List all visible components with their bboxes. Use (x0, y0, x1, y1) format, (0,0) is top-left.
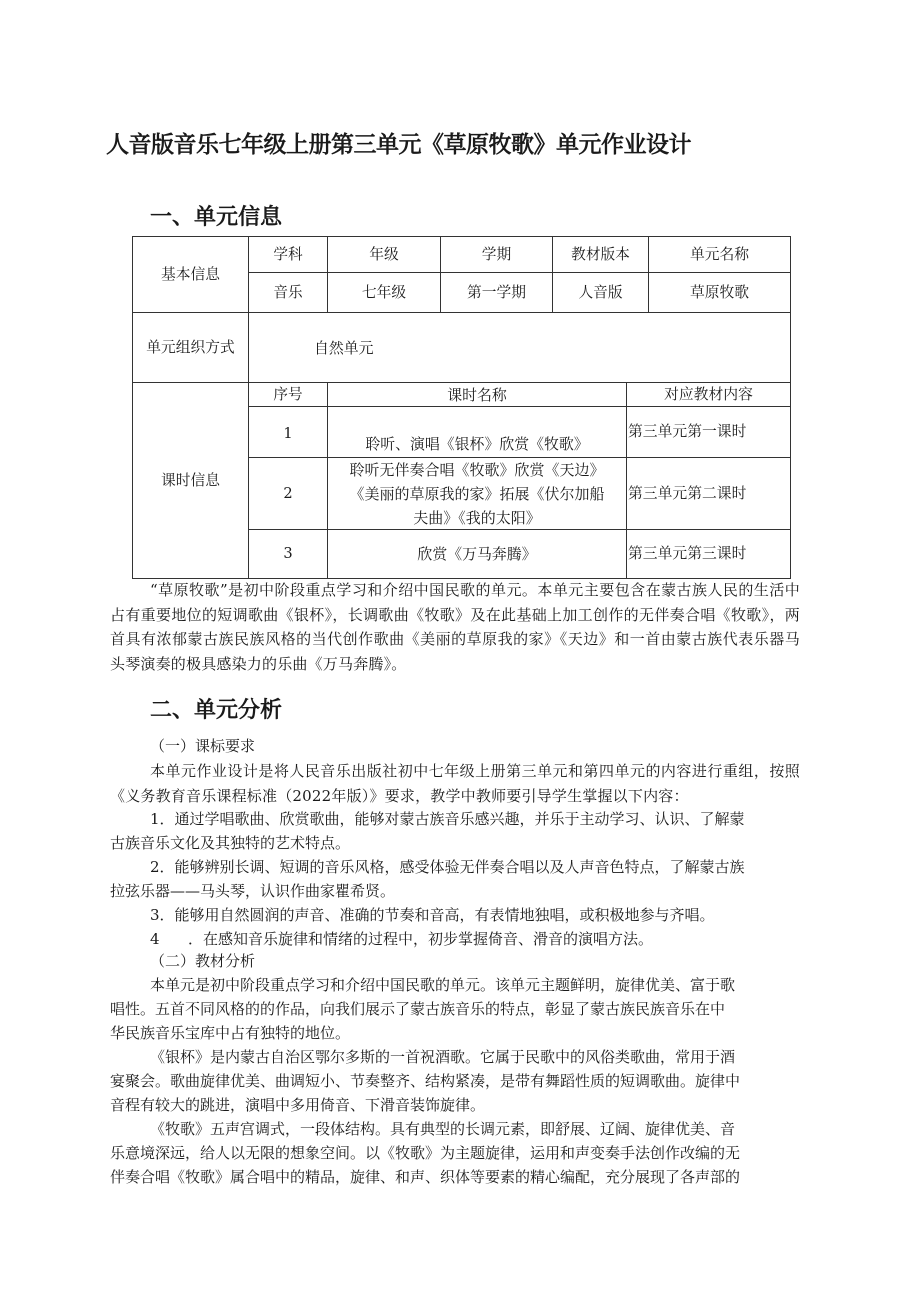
textbook-analysis-line-2: 唱性。五首不同风格的的作品，向我们展示了蒙古族音乐的特点，彰显了蒙古族民族音乐在中 (110, 1000, 726, 1018)
requirement-1-line-1: 1．通过学唱歌曲、欣赏歌曲，能够对蒙古族音乐感兴趣，并乐于主动学习、认识、了解蒙 (150, 810, 745, 828)
lesson-2-no: 2 (283, 484, 293, 502)
header-semester: 学期 (481, 245, 512, 263)
lesson-3-content: 第三单元第三课时 (628, 545, 747, 562)
header-unit-name: 单元名称 (689, 245, 750, 263)
subheading-textbook-analysis: （二）教材分析 (150, 952, 256, 970)
subheading-curriculum-requirements: （一）课标要求 (150, 737, 256, 755)
header-subject: 学科 (273, 245, 303, 263)
lesson-2-name (328, 458, 626, 529)
org-method-value: 自然单元 (314, 338, 374, 357)
yinbei-line-1: 《银杯》是内蒙古自治区鄂尔多斯的一首祝酒歌。它属于民歌中的风俗类歌曲，常用于酒 (150, 1048, 736, 1066)
lesson-3-no: 3 (283, 545, 293, 562)
yinbei-line-2: 宴聚会。歌曲旋律优美、曲调短小、节奏整齐、结构紧凑，是带有舞蹈性质的短调歌曲。旋律中 (110, 1072, 741, 1090)
lesson-1-content: 第三单元第一课时 (628, 423, 747, 440)
org-method-label: 单元组织方式 (146, 338, 235, 356)
value-textbook-version: 人音版 (578, 283, 623, 301)
muge-line-1: 《牧歌》五声宫调式，一段体结构。具有典型的长调元素，即舒展、辽阔、旋律优美、音 (150, 1120, 736, 1138)
lesson-3-name: 欣赏《万马奔腾》 (417, 545, 537, 563)
basic-info-label: 基本信息 (161, 265, 220, 283)
section-heading-unit-analysis: 二、单元分析 (150, 698, 283, 723)
header-grade: 年级 (369, 245, 399, 263)
yinbei-line-3: 音程有较大的跳进，演唱中多用倚音、下滑音装饰旋律。 (110, 1096, 486, 1114)
header-textbook-version: 教材版本 (571, 245, 630, 263)
lesson-2-content: 第三单元第二课时 (628, 484, 747, 502)
section-heading-unit-info: 一、单元信息 (150, 205, 283, 230)
muge-line-3: 伴奏合唱《牧歌》属合唱中的精品，旋律、和声、织体等要素的精心编配，充分展现了各声部的 (110, 1168, 741, 1186)
curriculum-paragraph: 本单元作业设计是将人民音乐出版社初中七年级上册第三单元和第四单元的内容进行重组，按照《义务教育音乐课程标准（2022年版）》要求，教学中教师要引导学生掌握以下内容： (110, 762, 800, 805)
textbook-analysis-line-1: 本单元是初中阶段重点学习和介绍中国民歌的单元。该单元主题鲜明，旋律优美、富于歌 (150, 976, 736, 994)
requirement-2-line-1: 2．能够辨别长调、短调的音乐风格，感受体验无伴奏合唱以及人声音色特点，了解蒙古族 (150, 858, 745, 876)
document-title: 人音版音乐七年级上册第三单元《草原牧歌》单元作业设计 (106, 132, 691, 158)
lesson-2-name-line-1: 聆听无伴奏合唱《牧歌》欣赏《天边》 (349, 460, 605, 479)
value-unit-name: 草原牧歌 (689, 283, 750, 301)
value-semester: 第一学期 (467, 283, 526, 301)
requirement-2-line-2: 拉弦乐器——马头琴，认识作曲家瞿希贤。 (110, 882, 396, 900)
lesson-1-no: 1 (283, 425, 293, 442)
lesson-info-label: 课时信息 (161, 471, 220, 489)
requirement-3: 3．能够用自然圆润的声音、准确的节奏和音高，有表情地独唱，或积极地参与齐唱。 (150, 906, 715, 924)
lesson-2-name-line-2: 《美丽的草原我的家》拓展《伏尔加船 (349, 484, 605, 503)
value-subject: 音乐 (273, 283, 303, 301)
lesson-header-name: 课时名称 (447, 385, 507, 404)
value-grade: 七年级 (361, 283, 407, 301)
lesson-header-no: 序号 (273, 385, 303, 403)
textbook-analysis-line-3: 华民族音乐宝库中占有独特的地位。 (110, 1024, 351, 1042)
intro-paragraph: “草原牧歌”是初中阶段重点学习和介绍中国民歌的单元。本单元主要包含在蒙古族人民的生活中占有重要地位的短调歌曲《银杯》，长调歌曲《牧歌》及在此基础上加工创作的无伴奏合唱《牧歌》，两首具有浓郁蒙古族民族风格的当代创作歌曲《美丽的草原我的家》《天边》和一首由蒙古族代表乐器马头琴演奏的极具感染力的乐曲《万马奔腾》。 (110, 581, 800, 673)
lesson-1-name: 聆听、演唱《银杯》欣赏《牧歌》 (365, 435, 589, 453)
requirement-4-number: 4 (150, 930, 160, 948)
requirement-1-line-2: 古族音乐文化及其独特的艺术特点。 (110, 834, 351, 852)
lesson-2-name-line-3: 夫曲》《我的太阳》 (413, 508, 541, 527)
lesson-header-content: 对应教材内容 (664, 385, 753, 403)
muge-line-2: 乐意境深远，给人以无限的想象空间。以《牧歌》为主题旋律，运用和声变奏手法创作改编的无 (110, 1144, 741, 1162)
requirement-4-text: ．在感知音乐旋律和情绪的过程中，初步掌握倚音、滑音的演唱方法。 (188, 930, 654, 948)
